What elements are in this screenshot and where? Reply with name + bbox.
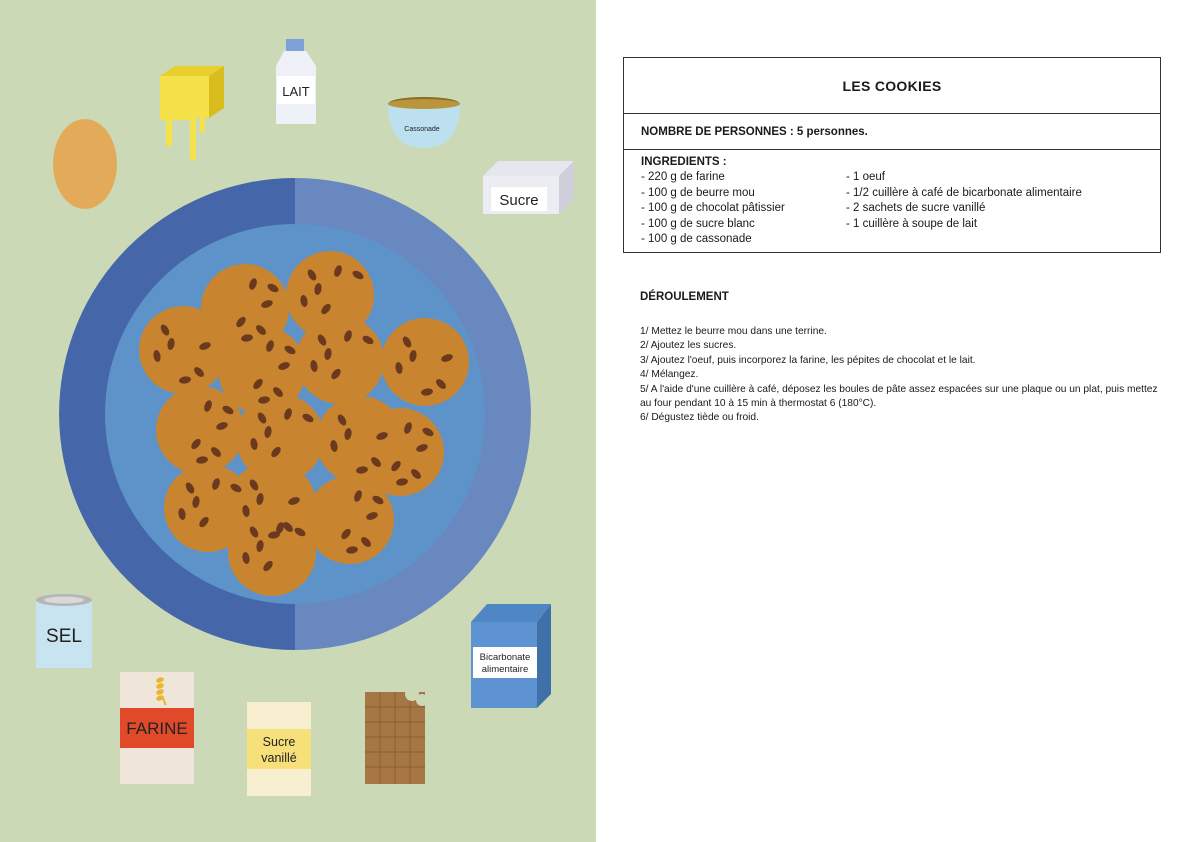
sugar-box [483, 161, 574, 214]
baking-soda-label-line1: Bicarbonate [479, 652, 531, 663]
ingredients-columns [641, 170, 1143, 248]
step-item: 2/ Ajoutez les sucres. [640, 340, 737, 352]
ingredient-item: - 2 sachets de sucre vanillé [846, 202, 986, 214]
recipe-title: LES COOKIES [624, 58, 1160, 114]
ingredient-item: - 100 g de sucre blanc [641, 217, 755, 230]
milk-bottle [276, 39, 316, 124]
step-item: 4/ Mélangez. [640, 369, 699, 381]
ingredients-section [624, 150, 1160, 248]
recipe-card [623, 57, 1161, 253]
steps-list [640, 325, 1160, 426]
vanilla-sugar-packet [247, 702, 311, 796]
steps-heading: DÉROULEMENT [640, 291, 729, 303]
step-item: 6/ Dégustez tiède ou froid. [640, 412, 759, 424]
step-item: 1/ Mettez le beurre mou dans une terrine. [640, 326, 827, 337]
ingredient-item: - 100 g de beurre mou [641, 186, 755, 199]
salt-label: SEL [46, 626, 82, 647]
steps-section [640, 291, 1160, 426]
flour-bag [120, 672, 194, 784]
cookie [296, 316, 384, 404]
cookie [228, 508, 316, 596]
ingredient-item: - 220 g de farine [641, 171, 725, 183]
sugar-label: Sucre [499, 192, 539, 209]
step-item: 5/ A l'aide d'une cuillère à café, déposez les boules de pâte assez espacées sur une plaque ou un plat, puis mettez au four pendant 10 à 15 min à thermostat 6 (180°C). [640, 383, 1158, 410]
ingredient-item: - 1/2 cuillère à café de bicarbonate alimentaire [846, 186, 1082, 199]
brown-sugar-bowl [388, 97, 460, 148]
baking-soda-box [471, 604, 551, 708]
egg [53, 119, 117, 209]
milk-label: LAIT [282, 84, 310, 99]
ingredient-item: - 100 g de chocolat pâtissier [641, 202, 785, 214]
ingredients-list-right [846, 170, 1082, 248]
vanilla-sugar-label-line2: vanillé [261, 751, 297, 765]
flour-label: FARINE [126, 719, 188, 738]
ingredient-item: - 1 cuillère à soupe de lait [846, 217, 978, 230]
vanilla-sugar-label-line1: Sucre [262, 735, 296, 749]
servings-line: NOMBRE DE PERSONNES : 5 personnes. [624, 114, 1160, 150]
ingredient-item: - 1 oeuf [846, 171, 885, 183]
ingredients-list-left [641, 170, 846, 248]
brown-sugar-label: Cassonade [404, 126, 440, 133]
step-item: 3/ Ajoutez l'oeuf, puis incorporez la farine, les pépites de chocolat et le lait. [640, 354, 976, 366]
salt-can [36, 594, 92, 668]
ingredients-heading: INGREDIENTS : [641, 156, 727, 168]
chocolate-bar [365, 687, 428, 784]
ingredient-item: - 100 g de cassonade [641, 233, 752, 245]
butter [160, 66, 224, 161]
baking-soda-label-line2: alimentaire [481, 664, 529, 675]
